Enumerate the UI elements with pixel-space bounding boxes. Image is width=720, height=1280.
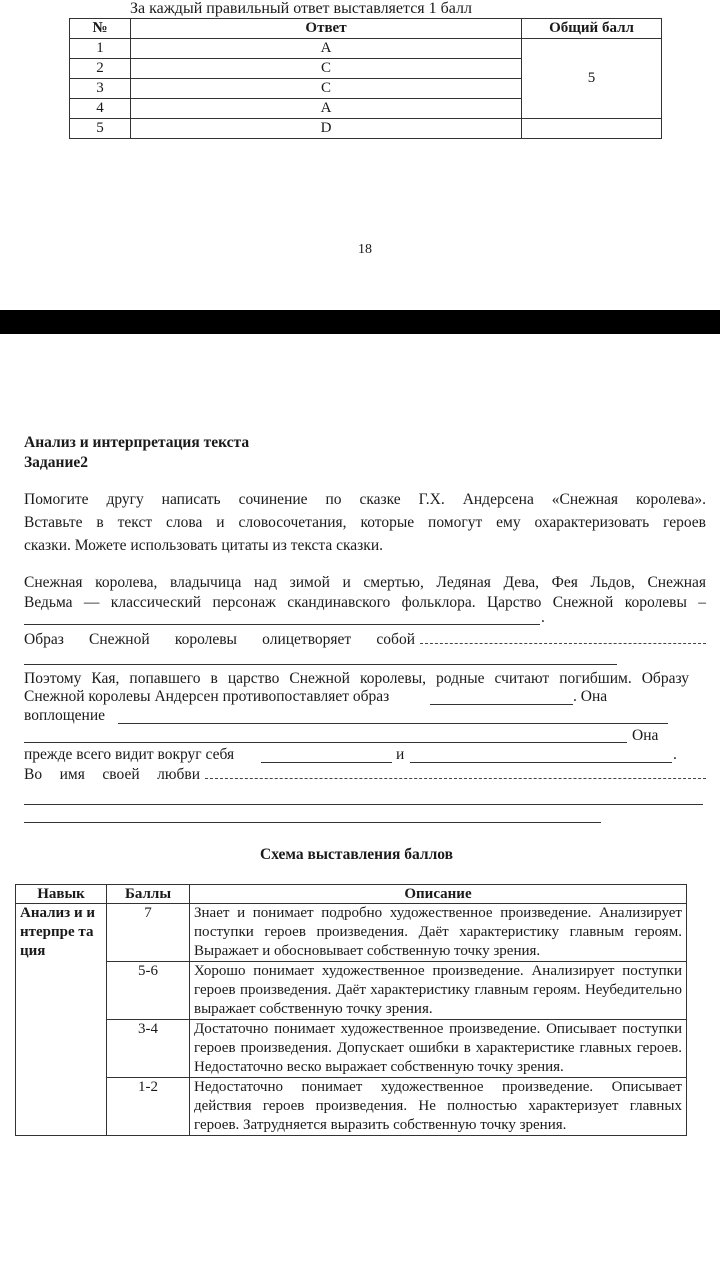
table-row xyxy=(16,962,687,1020)
row-answer: C xyxy=(131,79,522,99)
row-number: 1 xyxy=(70,39,131,59)
page-number: 18 xyxy=(358,242,372,257)
essay-line: воплощение xyxy=(24,707,106,724)
row-answer: C xyxy=(131,59,522,79)
fill-blank[interactable] xyxy=(410,762,672,763)
row-number: 3 xyxy=(70,79,131,99)
table-row xyxy=(16,1020,687,1078)
fill-blank[interactable] xyxy=(24,804,703,805)
task-title: Задание2 xyxy=(24,454,89,471)
instruction-line: Помогите другу написать сочинение по сказке Г.Х. Андерсена «Снежная королева». xyxy=(24,491,706,508)
essay-line: Поэтому Кая, попавшего в царство Снежной королевы, родные считают погибшим. Образу xyxy=(24,670,689,687)
essay-text: и xyxy=(396,746,405,763)
row-number: 2 xyxy=(70,59,131,79)
points-cell: 3-4 xyxy=(107,1020,190,1078)
header-skill: Навык xyxy=(16,885,107,904)
essay-line: Снежная королева, владычица над зимой и смертью, Ледяная Дева, Фея Льдов, Снежная xyxy=(24,574,706,591)
table-row xyxy=(16,1078,687,1136)
header-answer: Ответ xyxy=(131,19,522,39)
punctuation: . xyxy=(541,609,545,626)
section-title: Анализ и интерпретация текста xyxy=(24,434,250,451)
points-cell: 7 xyxy=(107,904,190,962)
description-cell: Достаточно понимает художественное произведение. Описывает поступки героев произведения. Допускает ошибки в характеристике главных героев. Недостаточно веско выражает собственную точку зрения. xyxy=(190,1020,687,1078)
essay-line: Снежной королевы Андерсен противопоставляет образ xyxy=(24,688,390,705)
answers-table xyxy=(69,18,662,139)
table-row xyxy=(16,904,687,962)
table-header-row xyxy=(70,19,662,39)
scoring-scheme-table xyxy=(15,884,687,1136)
fill-blank[interactable] xyxy=(430,704,573,705)
fill-blank-dashed[interactable] xyxy=(205,778,706,779)
instruction-line: сказки. Можете использовать цитаты из текста сказки. xyxy=(24,537,383,554)
header-description: Описание xyxy=(190,885,687,904)
essay-line: Образ Снежной королевы олицетворяет собой xyxy=(24,631,415,648)
fill-blank[interactable] xyxy=(24,664,617,665)
header-number: № xyxy=(70,19,131,39)
row-number: 5 xyxy=(70,119,131,139)
essay-line: прежде всего видит вокруг себя xyxy=(24,746,235,763)
scheme-title: Схема выставления баллов xyxy=(260,846,454,863)
table-header-row xyxy=(16,885,687,904)
scoring-caption: За каждый правильный ответ выставляется 1 балл xyxy=(130,0,473,17)
essay-line: Во имя своей любви xyxy=(24,766,200,783)
essay-line: Ведьма — классический персонаж скандинавского фольклора. Царство Снежной королевы – xyxy=(24,594,706,611)
points-cell: 5-6 xyxy=(107,962,190,1020)
fill-blank[interactable] xyxy=(118,723,668,724)
description-cell: Недостаточно понимает художественное произведение. Описывает действия героев произведения. Не полностью характеризует главных героев. Затрудняется выразить собственную точку зрения. xyxy=(190,1078,687,1136)
instruction-line: Вставьте в текст слова и словосочетания, которые помогут ему охарактеризовать героев xyxy=(24,514,706,531)
essay-text: . Она xyxy=(573,688,608,705)
essay-text: Она xyxy=(632,727,659,744)
row-number: 4 xyxy=(70,99,131,119)
header-points: Баллы xyxy=(107,885,190,904)
total-score: 5 xyxy=(522,39,662,119)
header-total: Общий балл xyxy=(522,19,662,39)
fill-blank-dashed[interactable] xyxy=(420,643,706,644)
fill-blank[interactable] xyxy=(24,624,540,625)
punctuation: . xyxy=(673,746,677,763)
skill-cell: Анализ и интерпре тация xyxy=(16,904,107,1136)
empty-cell xyxy=(522,119,662,139)
page-separator xyxy=(0,310,720,334)
description-cell: Знает и понимает подробно художественное произведение. Анализирует поступки героев произведения. Даёт характеристику главным героям. Выражает и обосновывает собственную точку зрения. xyxy=(190,904,687,962)
fill-blank[interactable] xyxy=(24,822,601,823)
fill-blank[interactable] xyxy=(24,742,627,743)
row-answer: A xyxy=(131,99,522,119)
description-cell: Хорошо понимает художественное произведение. Анализирует поступки героев произведения. Даёт характеристику главным героям. Неубедительно выражает собственную точку зрения. xyxy=(190,962,687,1020)
table-row xyxy=(70,119,662,139)
row-answer: D xyxy=(131,119,522,139)
points-cell: 1-2 xyxy=(107,1078,190,1136)
fill-blank[interactable] xyxy=(261,762,392,763)
table-row xyxy=(70,39,662,59)
row-answer: A xyxy=(131,39,522,59)
